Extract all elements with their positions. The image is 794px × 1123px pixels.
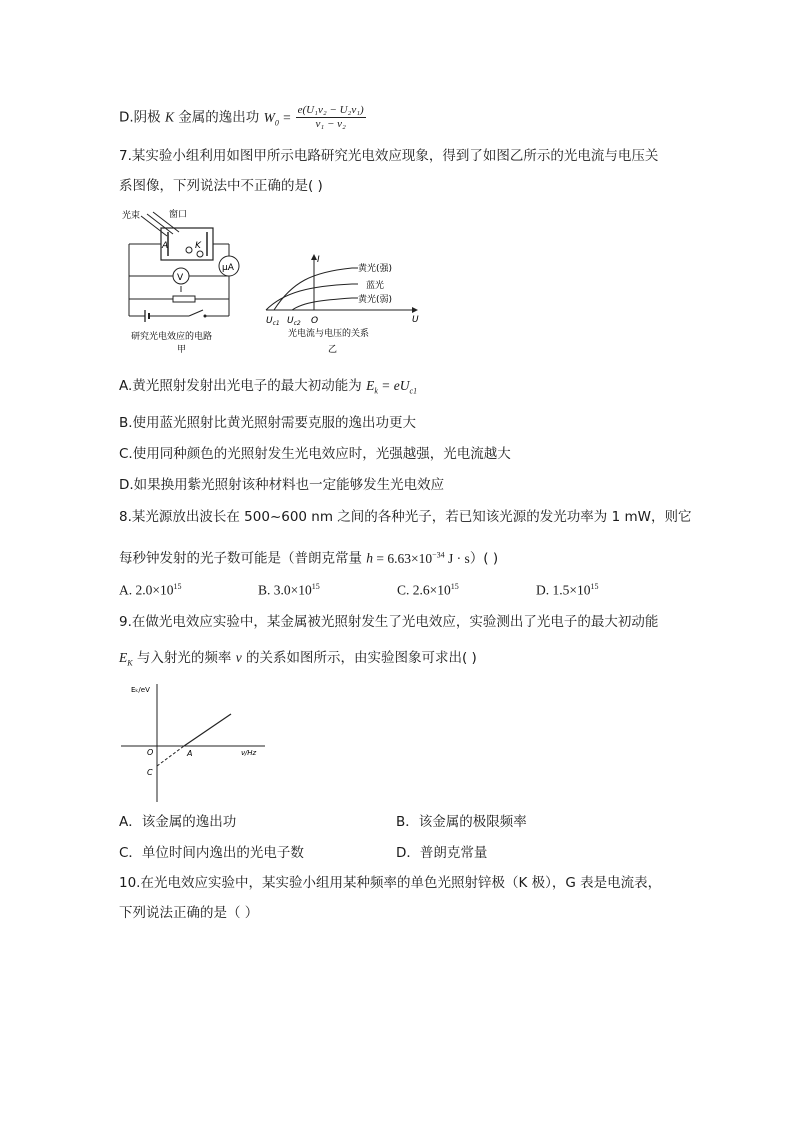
q7-option-c: C.使用同种颜色的光照射发生光电效应时，光强越强，光电流越大 xyxy=(119,446,511,462)
circuit-caption: 研究光电效应的电路 xyxy=(131,332,213,342)
q9-stem-line2: $E_K$ 与入射光的频率 ν 的关系如图所示，由实验图象可求出( ) xyxy=(119,650,477,668)
q8-option-c: C. $2.6\times 10^{15}$ xyxy=(397,582,459,598)
q8-stem-line2: 每秒钟发射的光子数可能是（普朗克常量 $h = 6.63\times 10^{-34}$ J · s）( ) xyxy=(119,550,499,567)
label-origin: O xyxy=(311,316,319,326)
curve-blue xyxy=(266,284,358,310)
u-axis-arrow xyxy=(412,307,418,313)
q9-option-a: A．该金属的逸出功 xyxy=(119,814,237,830)
rheostat xyxy=(173,296,195,302)
ek-axis-label: Eₖ/eV xyxy=(131,686,150,694)
q7-option-a xyxy=(119,376,417,402)
circuit-sublabel: 甲 xyxy=(177,345,187,355)
q7-iu-graph xyxy=(262,252,422,356)
q6-option-d-fraction xyxy=(296,104,366,131)
q10-stem-line1: 10.在光电效应实验中，某实验小组用某种频率的单色光照射锌极（K 极），G 表是电流表， xyxy=(119,875,662,891)
q8-stem-line1: 8.某光源放出波长在 500~600 nm 之间的各种光子，若已知该光源的发光功率为 1 mW，则它 xyxy=(119,509,692,525)
voltmeter-label: V xyxy=(177,273,184,283)
q6-option-d-k: K xyxy=(164,109,174,125)
ek-line-dashed xyxy=(157,746,184,766)
point-c-label: C xyxy=(147,768,153,777)
q6-fraction-numerator: e(U₁ν₂ − U₂ν₁) xyxy=(297,104,364,116)
electron-mark xyxy=(186,247,192,253)
curve-yellow-strong xyxy=(274,268,358,310)
q6-option-d-w: $W_0$ = xyxy=(263,109,292,128)
q7-circuit-figure xyxy=(119,206,249,356)
q8-option-d: D. $1.5\times 10^{15}$ xyxy=(536,582,599,598)
label-yellow-strong: 黄光(强) xyxy=(358,264,393,274)
q9-nu: ν xyxy=(235,650,242,665)
q9-option-c: C．单位时间内逸出的光电子数 xyxy=(119,845,304,861)
cathode-label: K xyxy=(195,241,201,251)
q9-stem-line1: 9.在做光电效应实验中，某金属被光照射发生了光电效应，实验测出了光电子的最大初动能 xyxy=(119,614,659,630)
ek-line-solid xyxy=(184,714,231,746)
switch xyxy=(189,310,203,316)
beam-label: 光束 xyxy=(122,211,141,221)
point-a-label: A xyxy=(187,749,193,758)
q7-option-a-formula: $E_k = eU_{c1}$ xyxy=(366,378,418,396)
q9-ek-graph xyxy=(119,682,269,804)
q9-option-d: D．普朗克常量 xyxy=(396,845,488,861)
planck-value: = $6.63\times 10^{-34}$ J · s xyxy=(373,550,470,566)
label-uc2: $U_{c2}$ xyxy=(287,316,301,327)
q6-option-d-mid: 金属的逸出功 xyxy=(178,109,260,126)
q7-option-d: D.如果换用紫光照射该种材料也一定能够发生光电效应 xyxy=(119,477,445,493)
nu-axis-label: ν/Hz xyxy=(241,749,257,757)
graph-sublabel: 乙 xyxy=(328,345,338,355)
graph-caption: 光电流与电压的关系 xyxy=(288,329,370,339)
q8-option-a: A. $2.0\times 10^{15}$ xyxy=(119,582,182,598)
q6-option-d xyxy=(119,104,366,133)
q6-fraction-denominator: ν₁ − ν₂ xyxy=(315,118,346,130)
anode-label: A xyxy=(162,241,169,251)
label-yellow-weak: 黄光(弱) xyxy=(358,295,393,305)
u-axis-label: U xyxy=(412,315,419,325)
label-uc1: $U_{c1}$ xyxy=(266,316,280,327)
curve-yellow-weak xyxy=(292,298,358,310)
origin-label: O xyxy=(147,748,154,757)
q7-option-b: B.使用蓝光照射比黄光照射需要克服的逸出功更大 xyxy=(119,415,417,431)
microammeter-label: μA xyxy=(222,263,234,273)
window-label: 窗口 xyxy=(169,210,188,220)
q6-option-d-prefix: D.阴极 xyxy=(119,109,161,126)
q7-stem-line1: 7.某实验小组利用如图甲所示电路研究光电效应现象，得到了如图乙所示的光电流与电压关 xyxy=(119,148,659,164)
q9-option-b: B．该金属的极限频率 xyxy=(396,814,527,830)
q8-option-b: B. $3.0\times 10^{15}$ xyxy=(258,582,320,598)
q9-ek: $E_K$ xyxy=(119,650,133,668)
phototube xyxy=(161,228,213,260)
planck-h: h xyxy=(366,550,374,566)
q7-option-a-text: A.黄光照射发射出光电子的最大初动能为 xyxy=(119,378,362,394)
q10-stem-line2: 下列说法正确的是（ ） xyxy=(119,905,259,921)
q7-stem-line2: 系图像，下列说法中不正确的是( ) xyxy=(119,178,323,194)
label-blue: 蓝光 xyxy=(366,281,385,291)
i-axis-label: I xyxy=(317,255,320,265)
electron-mark-2 xyxy=(197,251,203,257)
